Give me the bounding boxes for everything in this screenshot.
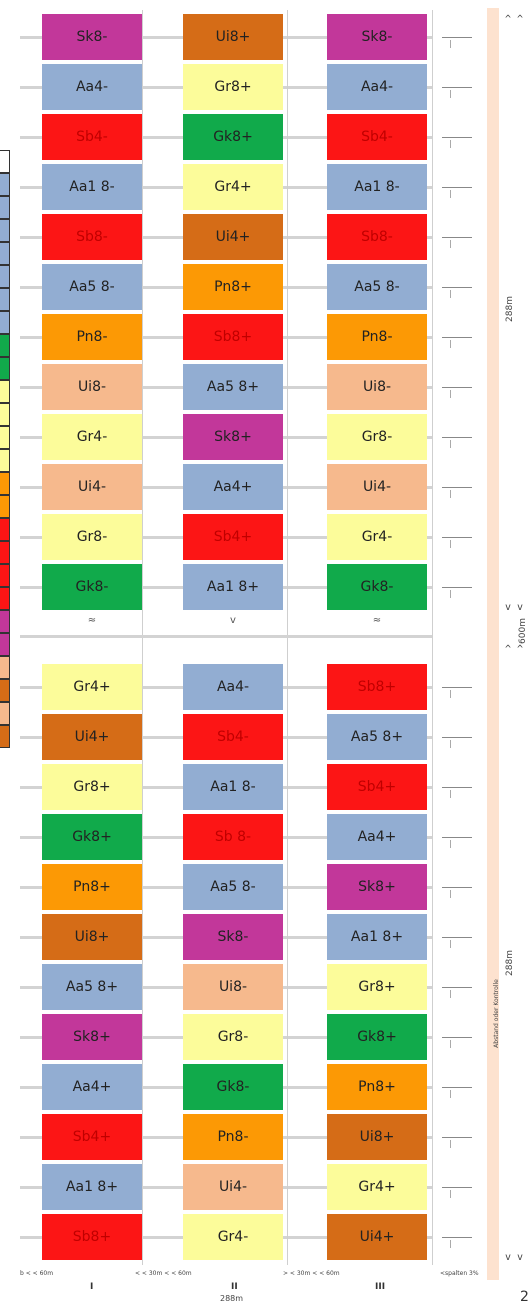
plot-cell: Sb4- [183,714,283,760]
legend-swatch [0,564,10,587]
corner-number: 2 [520,1289,529,1305]
legend-swatch [0,633,10,656]
legend-swatch [0,150,10,173]
plot-cell: Gr8- [327,414,427,460]
legend-swatch [0,587,10,610]
legend-swatch [0,403,10,426]
legend-swatch [0,656,10,679]
plot-cell: Gr8- [183,1014,283,1060]
legend-swatch [0,196,10,219]
mid-chevron-upper: v v [505,602,524,613]
gap-guide-line [20,635,432,638]
plot-cell: Aa5 8+ [327,714,427,760]
plot-cell: Sk8+ [183,414,283,460]
plot-cell: Gk8+ [327,1014,427,1060]
column-label-2: II [231,1282,238,1292]
plot-cell: Sb8+ [327,664,427,710]
plot-cell: Gk8- [327,564,427,610]
bottom-label-3: > < 30m < < 60m [283,1270,340,1277]
bottom-label-2: < < 30m < < 60m [135,1270,192,1277]
plot-cell: Sb4+ [327,764,427,810]
plot-cell: Ui8+ [183,14,283,60]
plot-cell: Aa1 8- [327,164,427,210]
legend-swatch [0,288,10,311]
plot-cell: Ui4- [183,1164,283,1210]
gap-mark: v [230,615,236,626]
plot-cell: Aa1 8+ [327,914,427,960]
plot-cell: Pn8+ [327,1064,427,1110]
plot-cell: Gk8+ [42,814,142,860]
bottom-length-label: 288m [504,950,515,976]
plot-cell: Sk8- [42,14,142,60]
plot-cell: Aa5 8- [42,264,142,310]
bottom-label-4: <spalten 3% [440,1270,479,1277]
legend-swatch [0,173,10,196]
plot-cell: Aa1 8+ [42,1164,142,1210]
plot-cell: Aa4+ [183,464,283,510]
plot-cell: Sb 8- [183,814,283,860]
plot-cell: Aa5 8- [327,264,427,310]
plot-cell: Sb8- [327,214,427,260]
legend-swatch [0,311,10,334]
plot-cell: Sb4+ [42,1114,142,1160]
bottom-chevron-right: v v [505,1252,524,1263]
plot-cell: Gr4- [327,514,427,560]
plot-cell: Gr4+ [327,1164,427,1210]
plot-cell: Gr8- [42,514,142,560]
plot-cell: Aa1 8- [42,164,142,210]
plot-cell: Aa4- [183,664,283,710]
legend-swatch [0,518,10,541]
plot-cell: Sb8+ [183,314,283,360]
plot-cell: Pn8+ [42,864,142,910]
column-label-3: III [375,1282,386,1292]
top-length-label: 288m [504,296,515,322]
legend-swatch [0,242,10,265]
mid-chevron-lower: ^ ^ [505,644,524,655]
column-label-1: I [90,1282,94,1292]
plot-cell: Ui8+ [42,914,142,960]
plot-cell: Gr4- [42,414,142,460]
plot-cell: Aa1 8+ [183,564,283,610]
legend-swatch [0,219,10,242]
plot-cell: Ui8+ [327,1114,427,1160]
plot-cell: Aa1 8- [183,764,283,810]
plot-cell: Ui4- [327,464,427,510]
plot-cell: Sb4- [42,114,142,160]
legend-swatch [0,449,10,472]
plot-cell: Aa4+ [327,814,427,860]
plot-cell: Aa4- [327,64,427,110]
plot-cell: Aa5 8+ [42,964,142,1010]
plot-cell: Gr8+ [183,64,283,110]
legend-swatch [0,265,10,288]
legend-swatch [0,679,10,702]
bottom-label-1: b < < 60m [20,1270,54,1277]
gap-mark: ≈ [87,615,97,626]
plot-cell: Gk8+ [183,114,283,160]
plot-cell: Sb4+ [183,514,283,560]
plot-cell: Sb8- [42,214,142,260]
legend-swatch [0,702,10,725]
plot-cell: Gk8- [183,1064,283,1110]
plot-cell: Ui8- [183,964,283,1010]
plot-cell: Aa5 8+ [183,364,283,410]
plot-cell: Gr4+ [183,164,283,210]
plot-cell: Pn8+ [183,264,283,310]
plot-cell: Aa4+ [42,1064,142,1110]
side-note: Abstand oder Kontrolle [492,979,500,1048]
legend-swatch [0,334,10,357]
side-dimension-bar [487,8,499,1280]
legend-swatch [0,472,10,495]
plot-cell: Gr4- [183,1214,283,1260]
plot-cell: Sk8+ [327,864,427,910]
plot-cell: Gk8- [42,564,142,610]
plot-cell: Ui8- [327,364,427,410]
legend-swatch [0,610,10,633]
legend-swatch [0,426,10,449]
plot-cell: Sk8+ [42,1014,142,1060]
legend-swatch [0,725,10,748]
plot-cell: Ui4+ [327,1214,427,1260]
plot-cell: Sk8- [183,914,283,960]
total-length-label: 600m [517,618,528,644]
plot-cell: Ui4+ [183,214,283,260]
plot-cell: Gr8+ [42,764,142,810]
plot-cell: Ui4- [42,464,142,510]
plot-cell: Ui8- [42,364,142,410]
plot-cell: Ui4+ [42,714,142,760]
plot-cell: Sb8+ [42,1214,142,1260]
plot-cell: Sk8- [327,14,427,60]
plot-cell: Pn8- [183,1114,283,1160]
plot-cell: Pn8- [327,314,427,360]
gap-mark: ≈ [372,615,382,626]
column-separator [432,10,433,1265]
plot-cell: Gr8+ [327,964,427,1010]
bottom-width-label: 288m [220,1294,244,1303]
legend-swatch [0,380,10,403]
legend-swatch [0,495,10,518]
plot-cell: Pn8- [42,314,142,360]
legend-swatch [0,541,10,564]
top-chevron-right: ^ ^ [505,14,524,25]
plot-cell: Sb4- [327,114,427,160]
legend-swatch [0,357,10,380]
plot-cell: Gr4+ [42,664,142,710]
plot-cell: Aa5 8- [183,864,283,910]
plot-cell: Aa4- [42,64,142,110]
